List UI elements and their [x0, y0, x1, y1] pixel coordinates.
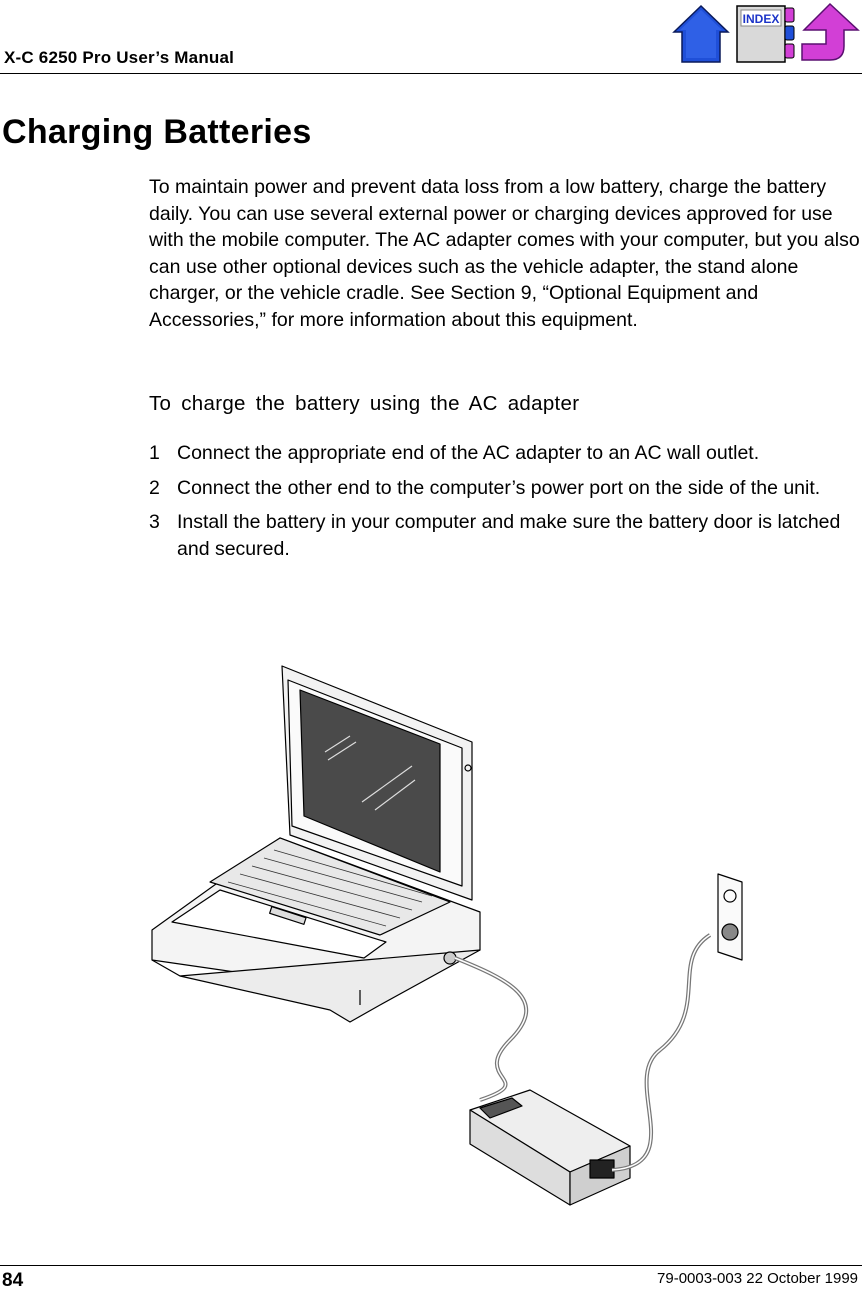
manual-title: X-C 6250 Pro User’s Manual	[4, 48, 235, 67]
index-icon	[735, 2, 797, 64]
page-title: Charging Batteries	[2, 113, 312, 151]
step-number: 2	[149, 476, 160, 499]
ac-adapter-brick	[470, 1090, 630, 1205]
procedure-steps	[149, 440, 861, 570]
up-button[interactable]	[800, 2, 862, 64]
index-button[interactable]	[735, 2, 797, 64]
step-text: Connect the other end to the computer’s power port on the side of the unit.	[177, 476, 821, 499]
home-icon	[672, 2, 730, 64]
procedure-heading: To charge the battery using the AC adapter	[149, 392, 580, 415]
step-number: 3	[149, 511, 160, 534]
up-arrow-icon	[800, 2, 862, 64]
document-info: 79-0003-003 22 October 1999	[657, 1270, 858, 1287]
page-number: 84	[2, 1270, 24, 1291]
dc-cable	[455, 958, 526, 1100]
footer-divider	[0, 1265, 862, 1266]
procedure-step	[149, 475, 861, 502]
procedure-step	[149, 440, 861, 467]
intro-paragraph: To maintain power and prevent data loss from a low battery, charge the battery daily. You can use several external power or charging devices approved for use with the mobile computer. The AC adapter comes with your computer, but you also can use other optional devices such as the vehicle adapter, the stand alone charger, or the vehicle cradle. See Section 9, “Optional Equipment and Accessories,” for more information about this equipment.	[149, 176, 860, 331]
home-button[interactable]	[672, 2, 730, 64]
procedure-step	[149, 509, 861, 562]
header-divider	[0, 73, 862, 74]
step-text: Install the battery in your computer and make sure the battery door is latched and secured.	[177, 511, 841, 560]
step-text: Connect the appropriate end of the AC adapter to an AC wall outlet.	[177, 442, 760, 464]
index-label: INDEX	[742, 12, 780, 26]
wall-outlet	[718, 874, 742, 960]
ac-cable	[612, 935, 710, 1170]
step-number: 1	[149, 442, 160, 464]
laptop-adapter-drawing	[150, 660, 750, 1210]
ac-adapter-illustration	[150, 660, 750, 1210]
